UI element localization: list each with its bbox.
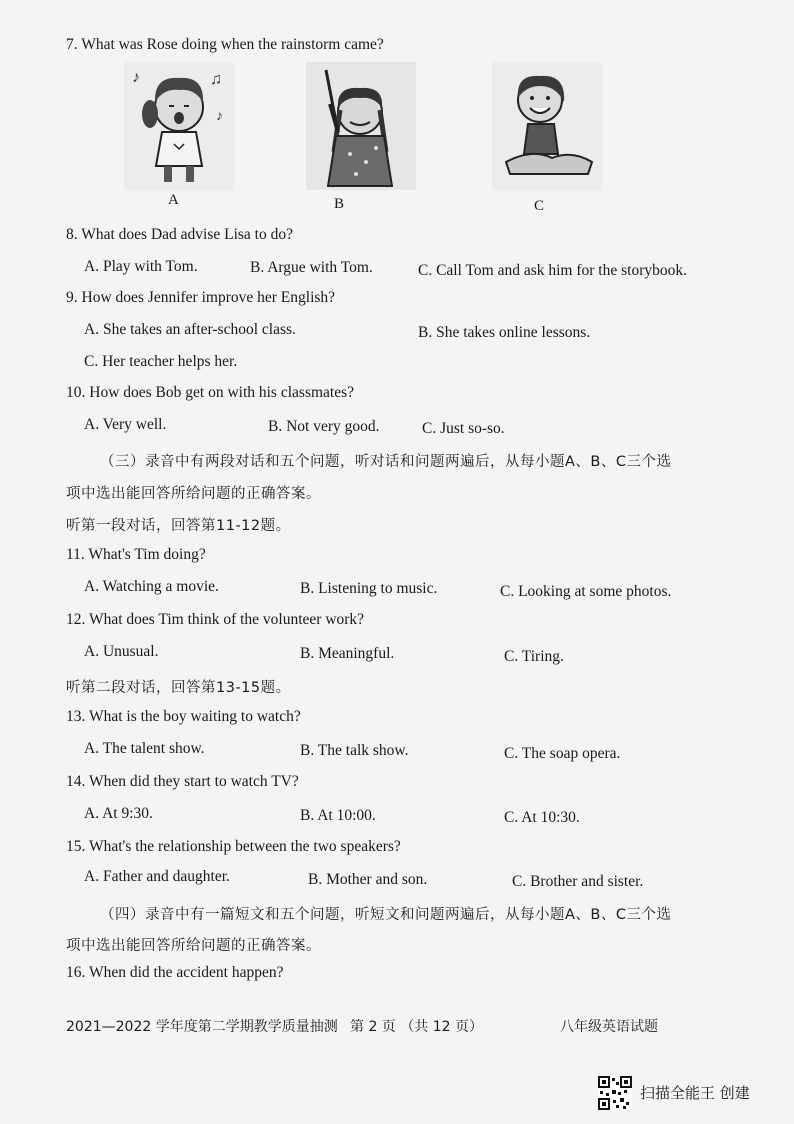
picture-label-b: B — [334, 196, 345, 212]
q12-option-b: B. Meaningful. — [300, 645, 395, 662]
question-8: 8. What does Dad advise Lisa to do? — [66, 226, 293, 243]
footer-grade-subject: 八年级英语试题 — [560, 1019, 658, 1035]
q9-option-b: B. She takes online lessons. — [418, 324, 591, 341]
q10-option-b: B. Not very good. — [268, 418, 380, 435]
q11-option-b: B. Listening to music. — [300, 580, 438, 597]
picture-b — [306, 62, 416, 190]
svg-text:♫: ♫ — [210, 71, 222, 88]
question-10: 10. How does Bob get on with his classmates? — [66, 384, 355, 401]
picture-label-a: A — [168, 192, 179, 208]
picture-label-c: C — [534, 198, 545, 214]
q13-option-c: C. The soap opera. — [504, 745, 621, 762]
question-15: 15. What's the relationship between the two speakers? — [66, 838, 401, 855]
question-11: 11. What's Tim doing? — [66, 546, 206, 563]
footer-page-number: 第 2 页 （共 12 页） — [350, 1019, 483, 1035]
q11-option-a: A. Watching a movie. — [84, 578, 219, 595]
q14-option-c: C. At 10:30. — [504, 809, 580, 826]
q15-option-a: A. Father and daughter. — [84, 868, 230, 885]
q13-option-a: A. The talent show. — [84, 740, 205, 757]
section3-instruction-line1: （三）录音中有两段对话和五个问题，听对话和问题两遍后，从每小题A、B、C三个选 — [100, 454, 672, 470]
q11-option-c: C. Looking at some photos. — [500, 583, 672, 600]
q12-option-c: C. Tiring. — [504, 648, 564, 665]
scanner-watermark: 扫描全能王 创建 — [640, 1084, 750, 1102]
section3-dialog2-heading: 听第二段对话，回答第13-15题。 — [66, 680, 291, 696]
q9-option-c: C. Her teacher helps her. — [84, 353, 238, 370]
qr-code-icon — [598, 1076, 632, 1110]
section4-instruction-line2: 项中选出能回答所给问题的正确答案。 — [66, 938, 321, 954]
footer-exam-title: 2021—2022 学年度第二学期教学质量抽测 — [66, 1019, 338, 1035]
q8-option-a: A. Play with Tom. — [84, 258, 198, 275]
section4-instruction-line1: （四）录音中有一篇短文和五个问题，听短文和问题两遍后，从每小题A、B、C三个选 — [100, 907, 672, 923]
section3-dialog1-heading: 听第一段对话，回答第11-12题。 — [66, 518, 291, 534]
q9-option-a: A. She takes an after-school class. — [84, 321, 296, 338]
question-7: 7. What was Rose doing when the rainstorm came? — [66, 36, 384, 53]
q15-option-b: B. Mother and son. — [308, 871, 428, 888]
svg-text:♪: ♪ — [132, 69, 140, 86]
question-12: 12. What does Tim think of the volunteer work? — [66, 611, 365, 628]
picture-a — [124, 62, 234, 190]
picture-c — [492, 62, 602, 190]
q15-option-c: C. Brother and sister. — [512, 873, 644, 890]
section3-instruction-line2: 项中选出能回答所给问题的正确答案。 — [66, 486, 321, 502]
question-14: 14. When did they start to watch TV? — [66, 773, 299, 790]
question-13: 13. What is the boy waiting to watch? — [66, 708, 301, 725]
q13-option-b: B. The talk show. — [300, 742, 409, 759]
q10-option-a: A. Very well. — [84, 416, 167, 433]
q8-option-b: B. Argue with Tom. — [250, 259, 373, 276]
q8-option-c: C. Call Tom and ask him for the storybook. — [418, 262, 687, 279]
question-16: 16. When did the accident happen? — [66, 964, 284, 981]
q10-option-c: C. Just so-so. — [422, 420, 505, 437]
svg-text:♪: ♪ — [216, 109, 223, 124]
question-9: 9. How does Jennifer improve her English? — [66, 289, 336, 306]
q12-option-a: A. Unusual. — [84, 643, 159, 660]
q14-option-a: A. At 9:30. — [84, 805, 153, 822]
q14-option-b: B. At 10:00. — [300, 807, 376, 824]
